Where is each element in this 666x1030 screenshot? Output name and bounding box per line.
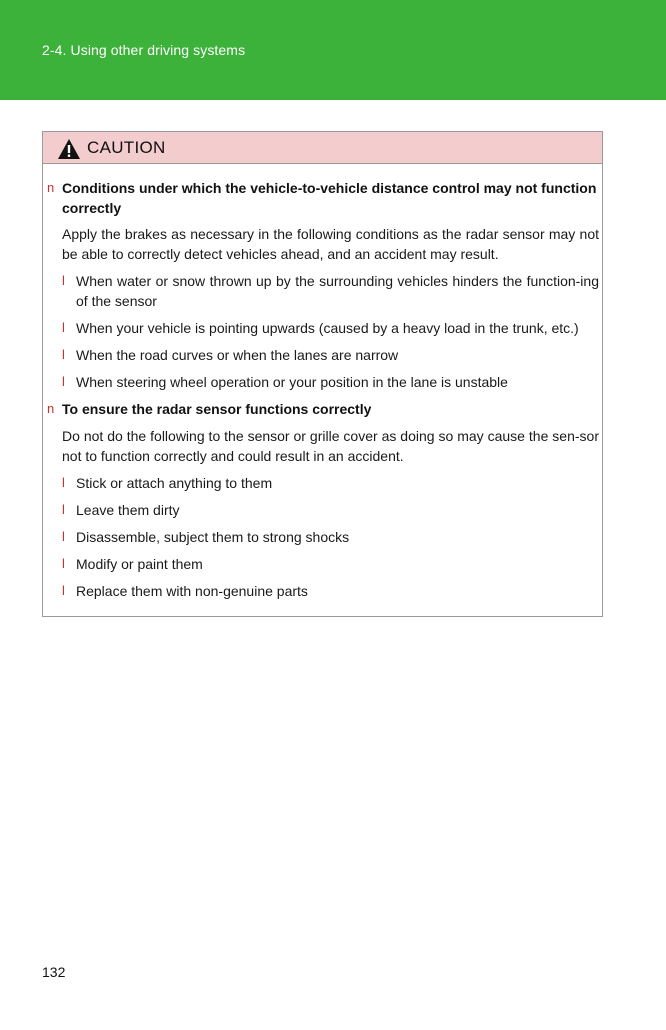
section-paragraph: Do not do the following to the sensor or grille cover as doing so may cause the sen-sor not to function correctly and could result in an accident. — [62, 428, 599, 464]
list-bullet: l — [62, 556, 65, 571]
list-item — [62, 345, 599, 365]
section-heading-text: Conditions under which the vehicle-to-vehicle distance control may not function correctly — [62, 180, 597, 216]
section-bullet: n — [47, 180, 55, 195]
section-paragraph: Apply the brakes as necessary in the following conditions as the radar sensor may not be able to correctly detect vehicles ahead, and an accident may result. — [62, 226, 599, 262]
list-item — [62, 500, 599, 520]
list-item-text: When your vehicle is pointing upwards (caused by a heavy load in the trunk, etc.) — [76, 320, 579, 336]
list-item — [62, 554, 599, 574]
list-item-text: Disassemble, subject them to strong shocks — [76, 529, 350, 545]
caution-title: CAUTION — [87, 138, 166, 157]
list-item — [62, 271, 599, 311]
list-item-text: Replace them with non-genuine parts — [76, 583, 308, 599]
list-bullet: l — [62, 320, 65, 335]
page-header-band — [0, 0, 666, 100]
section-heading-radar-sensor — [47, 399, 602, 419]
section-title: 2-4. Using other driving systems — [42, 42, 246, 58]
list-bullet: l — [62, 583, 65, 598]
list-item-text: Leave them dirty — [76, 502, 180, 518]
list-bullet: l — [62, 475, 65, 490]
list-bullet: l — [62, 273, 65, 288]
list-bullet: l — [62, 529, 65, 544]
caution-header — [43, 132, 602, 164]
section-heading-text: To ensure the radar sensor functions correctly — [62, 401, 372, 417]
list-item-text: When water or snow thrown up by the surrounding vehicles hinders the function-ing of the sensor — [76, 273, 599, 309]
list-item-text: Stick or attach anything to them — [76, 475, 273, 491]
section-bullet: n — [47, 401, 55, 416]
list-item-text: When the road curves or when the lanes are narrow — [76, 347, 399, 363]
list-item-text: Modify or paint them — [76, 556, 203, 572]
list-item — [62, 581, 599, 601]
list-item — [62, 527, 599, 547]
list-bullet: l — [62, 374, 65, 389]
list-item — [62, 318, 599, 338]
page-number: 132 — [42, 964, 66, 980]
list-bullet: l — [62, 347, 65, 362]
warning-triangle-icon — [57, 138, 81, 160]
list-item — [62, 372, 599, 392]
list-item — [62, 473, 599, 493]
section-heading-distance-control — [47, 178, 602, 218]
list-item-text: When steering wheel operation or your position in the lane is unstable — [76, 374, 508, 390]
caution-box — [42, 131, 603, 617]
list-bullet: l — [62, 502, 65, 517]
